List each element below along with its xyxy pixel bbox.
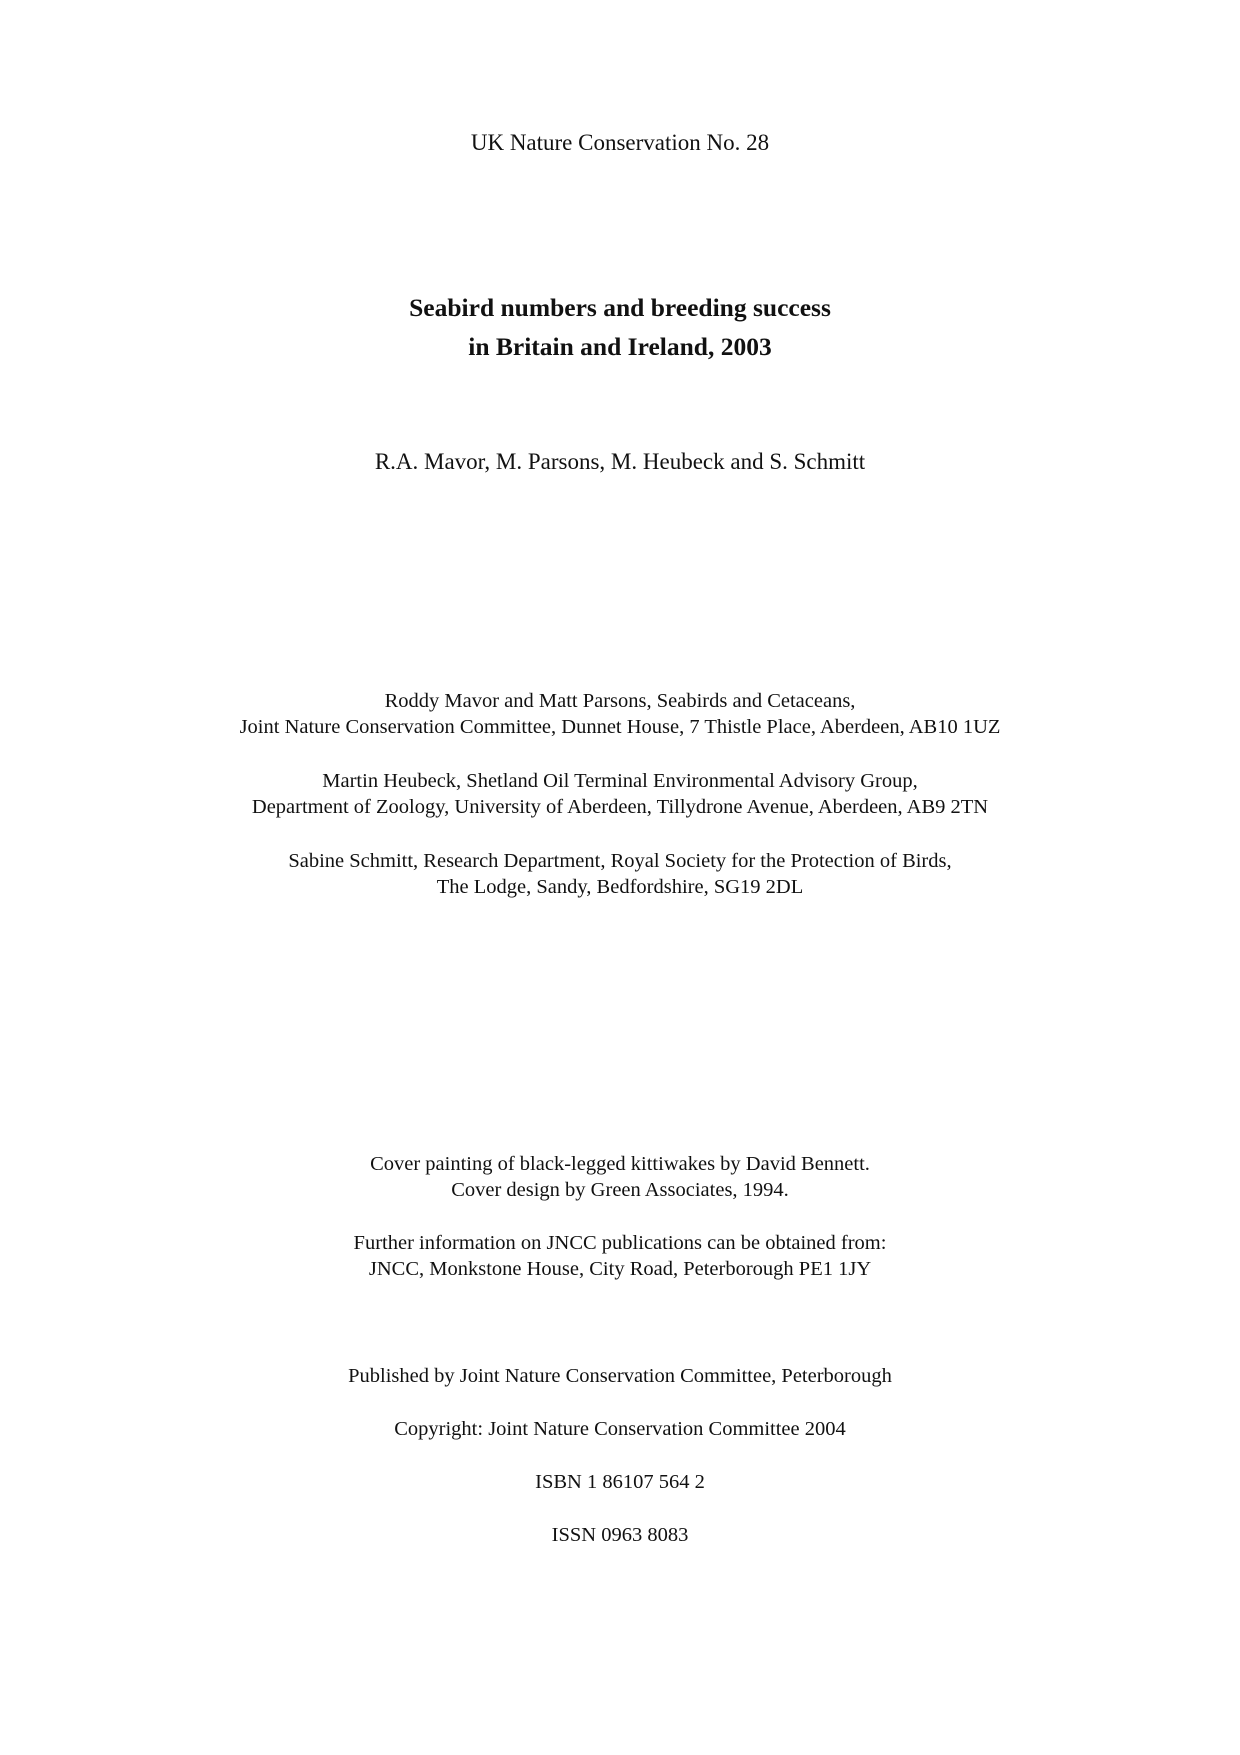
document-title-line-1: Seabird numbers and breeding success [409, 293, 831, 322]
affiliation-2-line-1: Martin Heubeck, Shetland Oil Terminal Environmental Advisory Group, [322, 770, 918, 792]
cover-credit-line-2: Cover design by Green Associates, 1994. [451, 1179, 789, 1201]
further-info-line-1: Further information on JNCC publications can be obtained from: [353, 1232, 887, 1254]
affiliation-1-line-2: Joint Nature Conservation Committee, Dunnet House, 7 Thistle Place, Aberdeen, AB10 1UZ [239, 716, 1001, 738]
document-title-line-2: in Britain and Ireland, 2003 [468, 332, 772, 361]
issn: ISSN 0963 8083 [551, 1524, 689, 1546]
cover-credit-line-1: Cover painting of black-legged kittiwakes by David Bennett. [370, 1153, 870, 1175]
affiliation-3-line-1: Sabine Schmitt, Research Department, Royal Society for the Protection of Birds, [288, 850, 952, 872]
copyright-statement: Copyright: Joint Nature Conservation Committee 2004 [394, 1418, 846, 1440]
publisher-statement: Published by Joint Nature Conservation Committee, Peterborough [348, 1365, 892, 1387]
series-label: UK Nature Conservation No. 28 [470, 130, 770, 155]
affiliation-2-line-2: Department of Zoology, University of Aberdeen, Tillydrone Avenue, Aberdeen, AB9 2TN [251, 796, 989, 818]
further-info-line-2: JNCC, Monkstone House, City Road, Peterborough PE1 1JY [368, 1258, 872, 1280]
isbn: ISBN 1 86107 564 2 [535, 1471, 705, 1493]
authors: R.A. Mavor, M. Parsons, M. Heubeck and S. Schmitt [374, 449, 866, 474]
affiliation-3-line-2: The Lodge, Sandy, Bedfordshire, SG19 2DL [436, 876, 804, 898]
affiliation-1-line-1: Roddy Mavor and Matt Parsons, Seabirds and Cetaceans, [384, 690, 856, 712]
